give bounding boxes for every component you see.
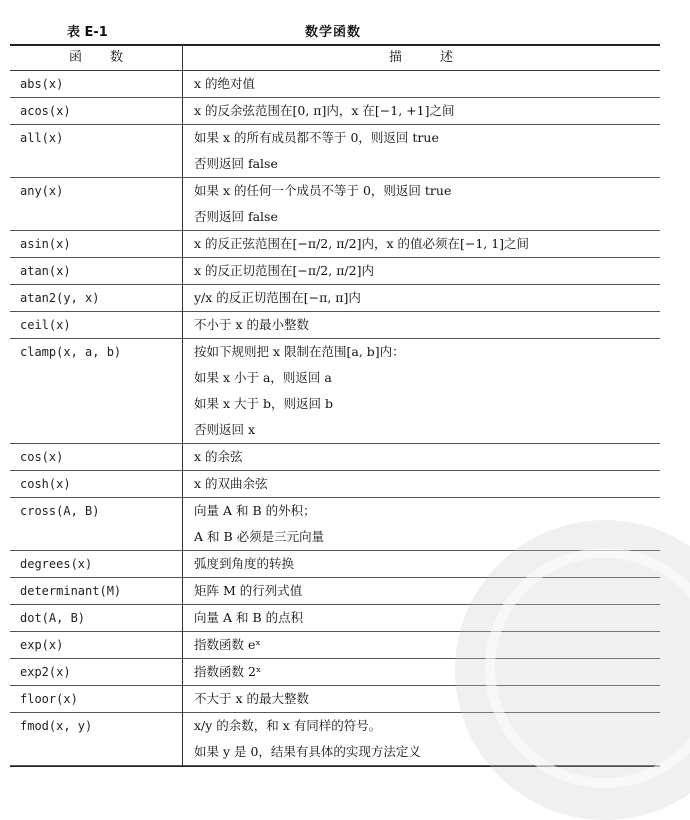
description-line: 如果 x 大于 b，则返回 b: [194, 396, 333, 411]
description-line: 如果 y 是 0，结果有具体的实现方法定义: [194, 744, 421, 759]
description-line: x 的反余弦范围在[0, π]内，x 在[−1, +1]之间: [194, 103, 455, 118]
function-description: [182, 578, 660, 604]
table-row: [10, 258, 660, 285]
table-row: [10, 632, 660, 659]
function-description: [182, 686, 660, 712]
description-line: 按如下规则把 x 限制在范围[a, b]内：: [194, 344, 405, 359]
table-row: [10, 125, 660, 178]
function-name: all(x): [20, 131, 64, 145]
table-row: [10, 285, 660, 312]
description-line: 指数函数 2ˣ: [194, 664, 262, 679]
math-functions-table: [10, 44, 660, 767]
table-row: [10, 444, 660, 471]
description-line: 向量 A 和 B 的点积: [194, 610, 304, 625]
description-line: y/x 的反正切范围在[−π, π]内: [194, 290, 361, 305]
description-line: x 的绝对值: [194, 76, 256, 91]
function-description: [182, 285, 660, 311]
description-line: x/y 的余数，和 x 有同样的符号。: [194, 718, 382, 733]
description-line: 如果 x 的任何一个成员不等于 0，则返回 true: [194, 183, 452, 198]
description-line: 如果 x 的所有成员都不等于 0，则返回 true: [194, 130, 439, 145]
function-description: [182, 312, 660, 338]
description-line: A 和 B 必须是三元向量: [194, 529, 325, 544]
table-row: [10, 605, 660, 632]
function-name: fmod(x, y): [20, 719, 93, 733]
description-line: x 的余弦: [194, 449, 243, 464]
function-description: [182, 339, 660, 443]
description-line: 不大于 x 的最大整数: [194, 691, 309, 706]
description-line: 否则返回 x: [194, 422, 256, 437]
function-name: ceil(x): [20, 318, 71, 332]
description-line: 不小于 x 的最小整数: [194, 317, 309, 332]
description-line: 矩阵 M 的行列式值: [194, 583, 303, 598]
function-name: exp2(x): [20, 665, 71, 679]
function-name: exp(x): [20, 638, 64, 652]
function-description: [182, 471, 660, 497]
function-description: [182, 258, 660, 284]
table-row: [10, 686, 660, 713]
table-body: [10, 71, 660, 766]
table-caption-title: 数学函数: [305, 25, 362, 40]
table-row: [10, 231, 660, 258]
function-description: [182, 178, 660, 230]
function-description: [182, 71, 660, 97]
header-description: 描述: [388, 50, 491, 65]
function-description: [182, 605, 660, 631]
table-header-row: [10, 46, 660, 71]
function-name: clamp(x, a, b): [20, 345, 122, 359]
description-line: x 的双曲余弦: [194, 476, 268, 491]
function-name: asin(x): [20, 237, 71, 251]
description-line: 弧度到角度的转换: [194, 556, 295, 571]
function-description: [182, 659, 660, 685]
description-line: 否则返回 false: [194, 209, 278, 224]
description-line: x 的反正弦范围在[−π/2, π/2]内，x 的值必须在[−1, 1]之间: [194, 236, 530, 251]
description-line: 向量 A 和 B 的外积；: [194, 503, 316, 518]
function-name: dot(A, B): [20, 611, 86, 625]
table-row: [10, 498, 660, 551]
function-description: [182, 551, 660, 577]
function-name: determinant(M): [20, 584, 122, 598]
table-row: [10, 471, 660, 498]
description-line: x 的反正切范围在[−π/2, π/2]内: [194, 263, 374, 278]
function-description: [182, 632, 660, 658]
table-caption-label: 表 E-1: [67, 25, 108, 40]
function-name: acos(x): [20, 104, 71, 118]
function-description: [182, 231, 660, 257]
function-name: any(x): [20, 184, 64, 198]
function-name: atan2(y, x): [20, 291, 100, 305]
function-description: [182, 125, 660, 177]
table-row: [10, 339, 660, 444]
table-row: [10, 659, 660, 686]
function-name: degrees(x): [20, 557, 93, 571]
table-row: [10, 178, 660, 231]
table-row: [10, 71, 660, 98]
table-row: [10, 713, 660, 766]
function-name: atan(x): [20, 264, 71, 278]
description-line: 指数函数 eˣ: [194, 637, 261, 652]
header-function: 函数: [68, 50, 151, 65]
description-line: 否则返回 false: [194, 156, 278, 171]
function-name: cross(A, B): [20, 504, 100, 518]
table-row: [10, 551, 660, 578]
table-row: [10, 98, 660, 125]
function-description: [182, 713, 660, 765]
description-line: 如果 x 小于 a，则返回 a: [194, 370, 332, 385]
function-name: abs(x): [20, 77, 64, 91]
function-description: [182, 498, 660, 550]
column-divider: [182, 46, 183, 766]
function-name: cos(x): [20, 450, 64, 464]
function-description: [182, 444, 660, 470]
table-row: [10, 312, 660, 339]
function-description: [182, 98, 660, 124]
table-row: [10, 578, 660, 605]
function-name: cosh(x): [20, 477, 71, 491]
function-name: floor(x): [20, 692, 78, 706]
